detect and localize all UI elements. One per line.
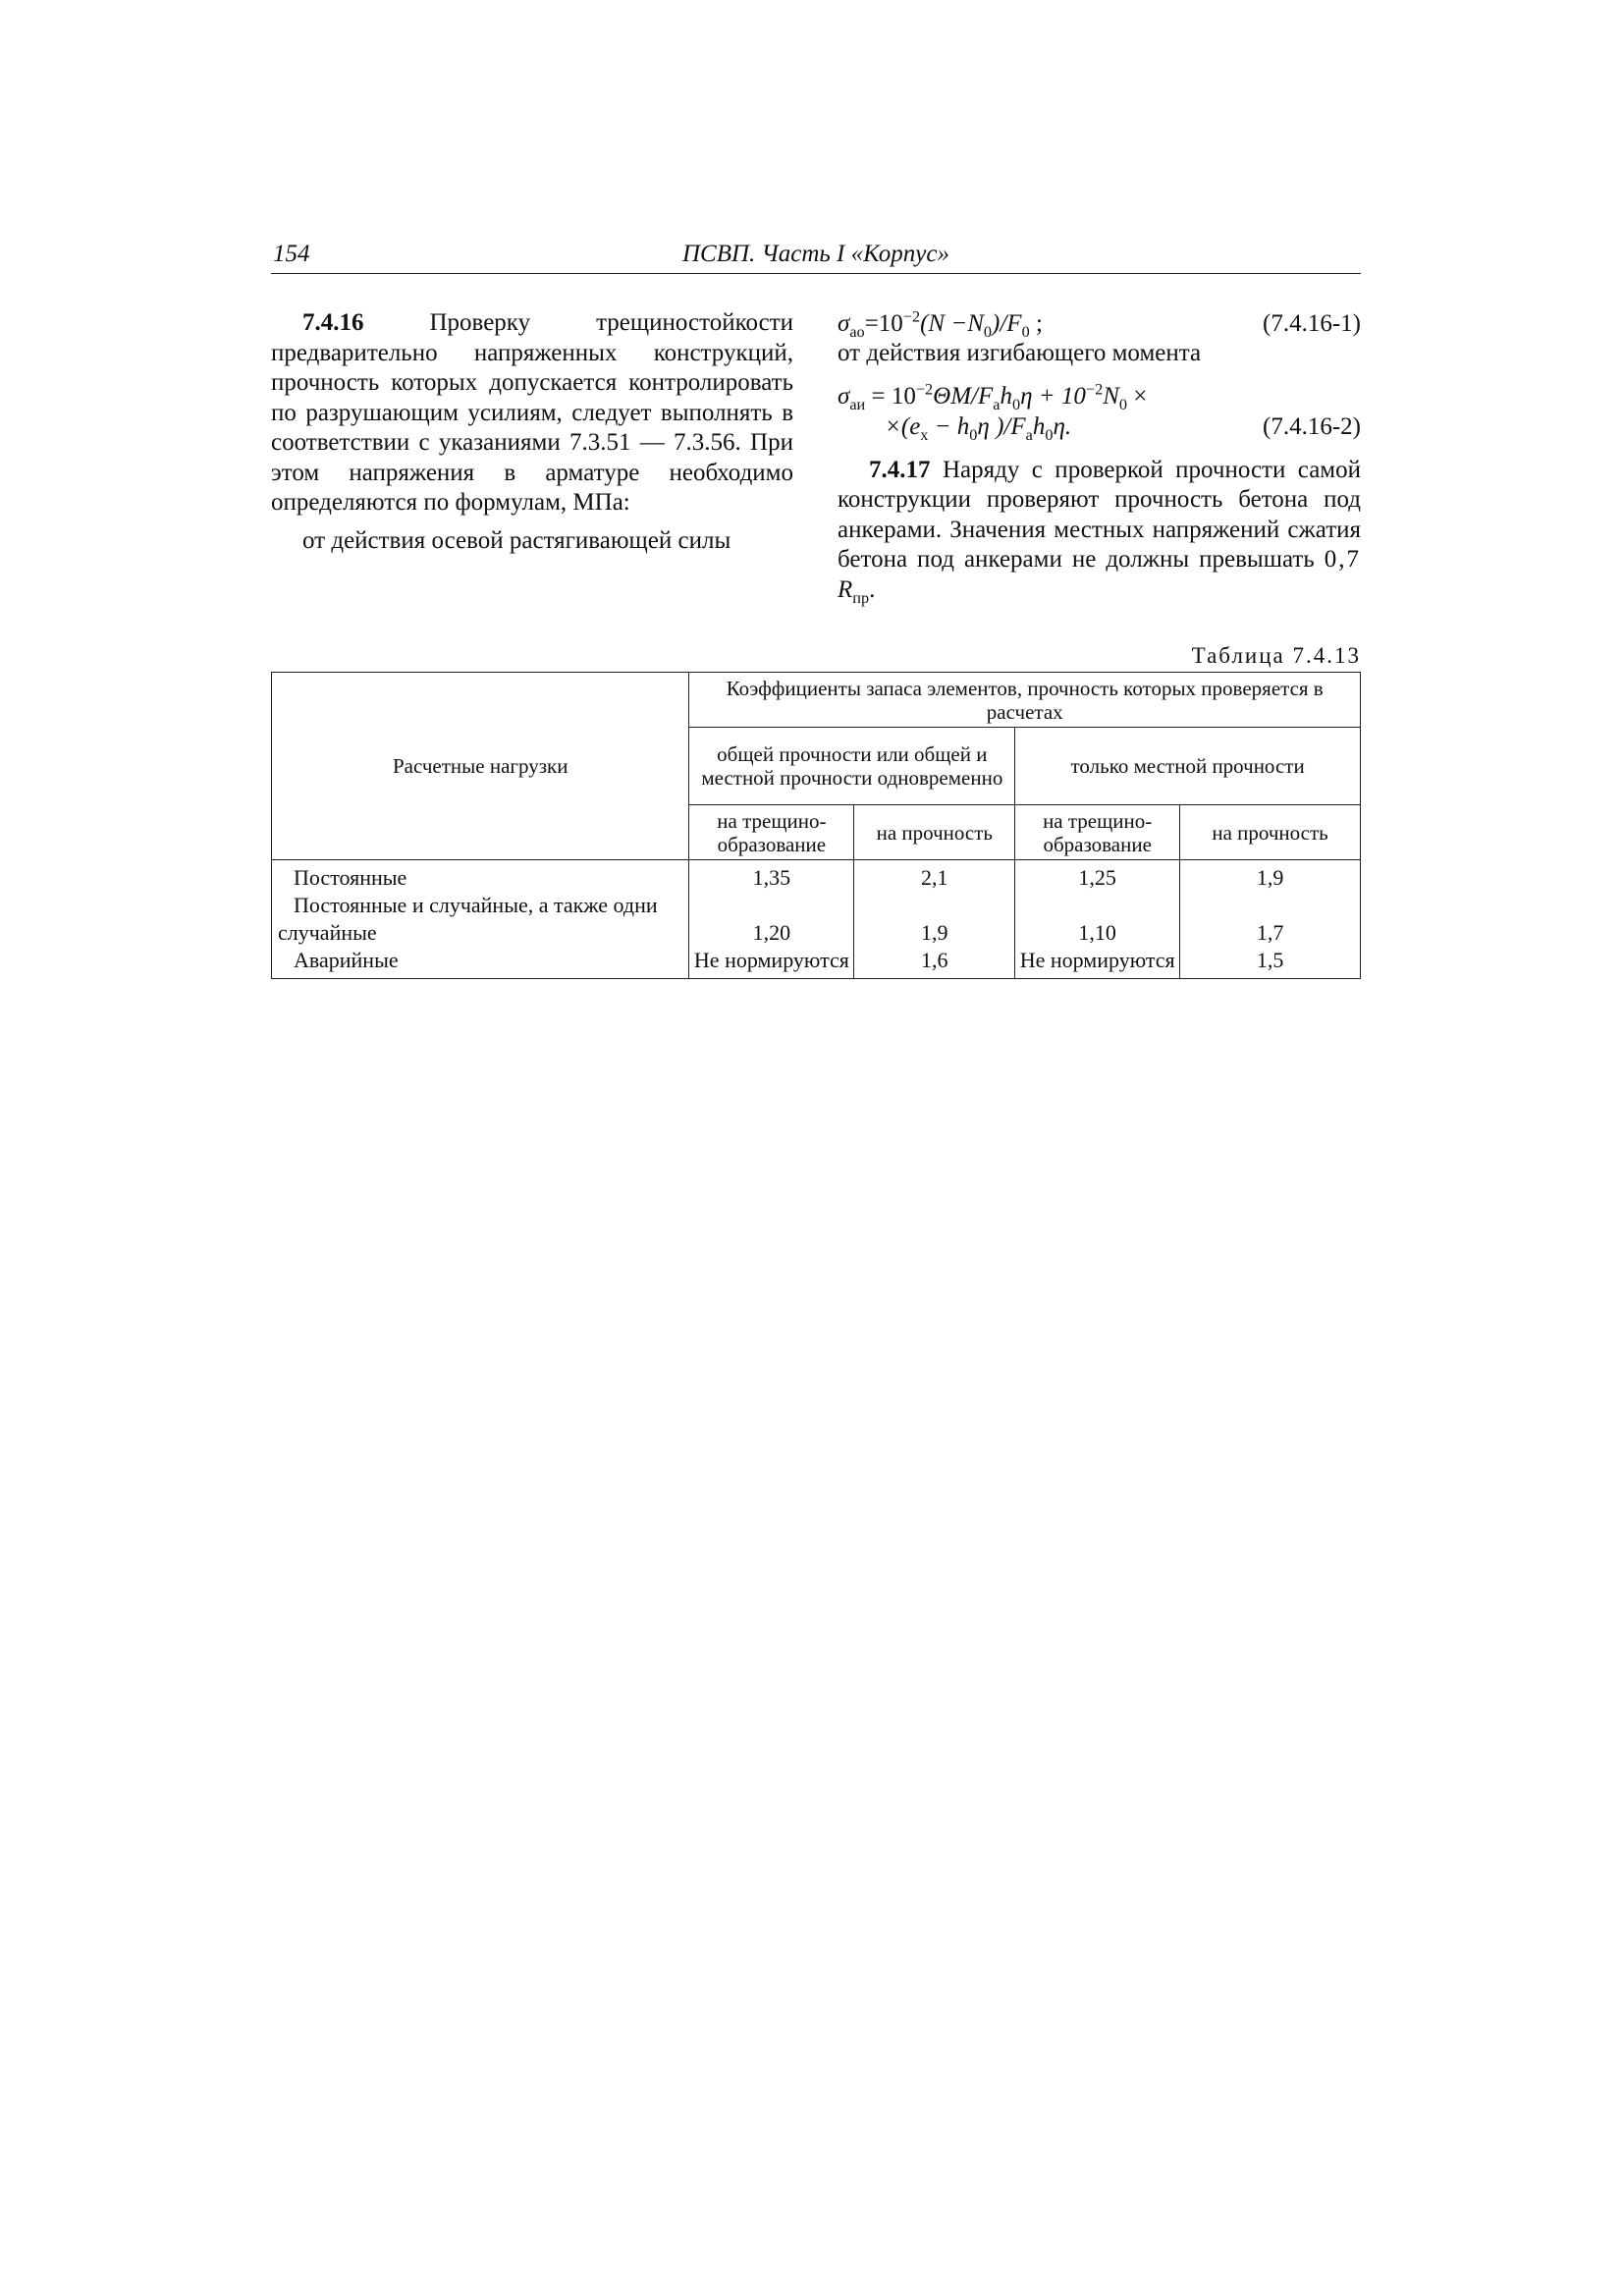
coef-cell: 1,9 [1180,860,1361,893]
load-type: Постоянные [294,865,407,890]
coef-cell: Не нормируются [689,947,854,979]
section-7-4-17: 7.4.17 Наряду с проверкой прочности самой конструкции проверяют прочность бетона под анкерами. Значения местных напряжений сжатия бетона под анкерами не должны превышать 0,7 $R_{пр}$. [838,456,1361,607]
formula-7-4-16-1 [838,308,1361,339]
coef-cell: 1,5 [1180,947,1361,979]
formula-expression: $\times(e_x - h_0\eta$ )$/F_аh_0\eta$. [885,412,1072,444]
equation-number: (7.4.16-2) [1263,412,1361,440]
header-general-strength: общей прочности или общей и местной прочности одновременно [689,728,1015,805]
running-title: ПСВП. Часть I «Корпус» [682,241,949,267]
coef-cell: 1,20 [689,892,854,947]
right-column [838,308,1361,613]
table-caption: Таблица 7.4.13 [1191,643,1361,668]
left-column [271,308,793,556]
formula-expression: $\sigma_{аи} = 10^{-2}\Theta M/F_аh_0\eta + 10^{-2}N_0$ × [838,380,1148,413]
table-row [272,860,1361,893]
strength-symbol-subscript: пр [852,588,870,607]
coef-cell: 1,9 [854,892,1015,947]
coef-cell: 1,35 [689,860,854,893]
table-row [272,947,1361,979]
equation-number: (7.4.16-1) [1263,310,1361,337]
section-text: Наряду с проверкой прочности самой конструкции проверяют прочность бетона под анкерами. Значения местных напряжений сжатия бетона под анкерами не должны превышать [838,456,1361,573]
formula-7-4-16-2-continued [838,411,1361,442]
page-header [271,238,1361,274]
load-type: Постоянные и случайные, а также одни случайные [272,892,689,947]
coef-cell: Не нормируются [1015,947,1180,979]
header-safety-coefficients: Коэффициенты запаса элементов, прочность которых проверяется в расчетах [689,673,1361,728]
header-local-strength: только местной прочности [1015,728,1361,805]
coef-cell: 1,7 [1180,892,1361,947]
header-design-loads: Расчетные нагрузки [272,673,689,860]
table-row [272,892,1361,947]
section-7-4-16 [271,308,793,519]
safety-factors-table [271,672,1361,979]
axial-force-intro: от действия осевой растягивающей силы [302,526,731,554]
coef-cell: 2,1 [854,860,1015,893]
header-crack-formation: на трещинообразование [689,805,854,860]
bending-moment-intro: от действия изгибающего момента [838,340,1202,366]
header-strength: на прочность [854,805,1015,860]
header-crack-formation: на трещинообразование [1015,805,1180,860]
strength-symbol: R [838,575,853,603]
coef-cell: 1,25 [1015,860,1180,893]
formula-expression: $\sigma_{ао}=10^{-2}(N -N_0)/F_0$ ; [838,307,1043,341]
section-number: 7.4.17 [869,456,931,483]
section-number: 7.4.16 [302,309,364,336]
formula-7-4-16-2 [838,381,1361,411]
section-text: Проверку трещиностойкости предварительно напряженных конструкций, прочность которых допускается контролировать по разрушающим усилиям, следует выполнять в соответствии с указаниями 7.3.51 — 7.3.56. При этом напряжения в арматуре необходимо определяются по формулам, МПа: [271,309,793,516]
header-strength: на прочность [1180,805,1361,860]
page-number: 154 [273,241,310,267]
limit-value: 0,7 [1324,546,1361,573]
coef-cell: 1,6 [854,947,1015,979]
coef-cell: 1,10 [1015,892,1180,947]
load-type: Аварийные [294,948,399,972]
